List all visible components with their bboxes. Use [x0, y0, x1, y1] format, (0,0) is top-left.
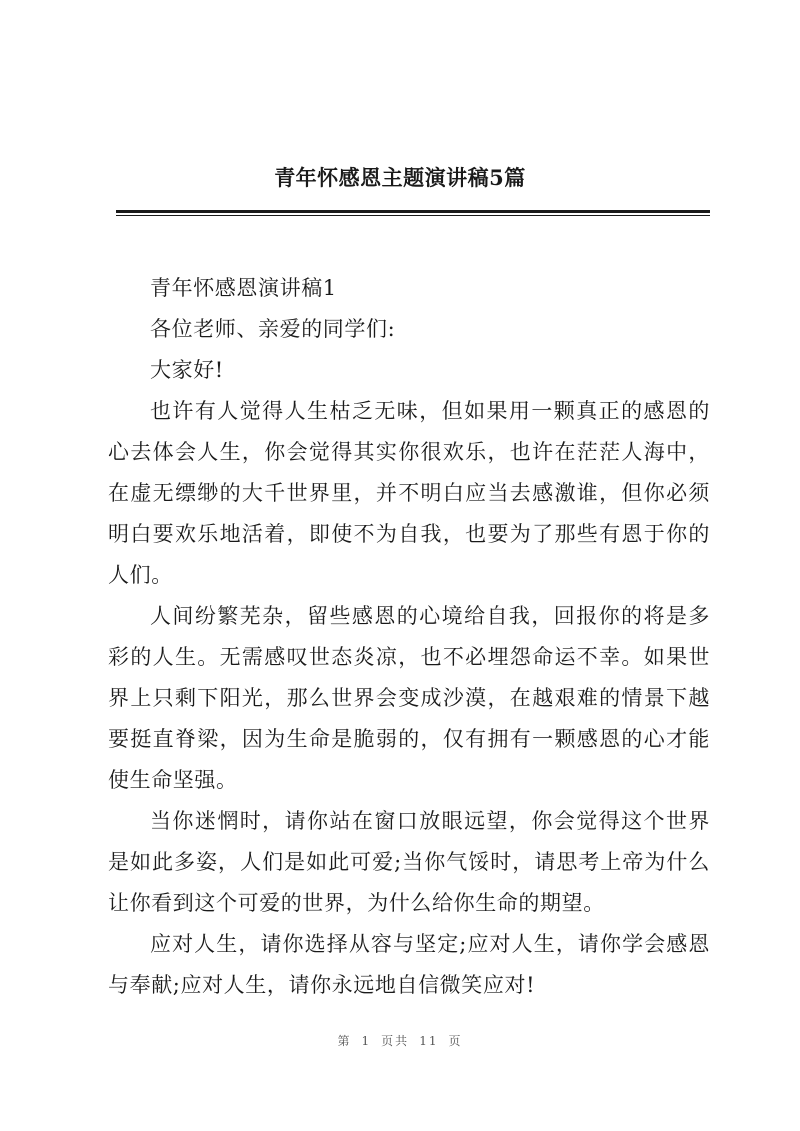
- document-body: [108, 268, 710, 1006]
- footer-page-number: 1: [361, 1034, 372, 1048]
- greeting: 大家好!: [150, 358, 224, 382]
- paragraph: 人间纷繁芜杂，留些感恩的心境给自我，回报你的将是多彩的人生。无需感叹世态炎凉，也不必埋怨命运不幸。如果世界上只剩下阳光，那么世界会变成沙漠，在越艰难的情景下越要挺直脊梁，因为生命是脆弱的，仅有拥有一颗感恩的心才能使生命坚强。: [108, 604, 710, 792]
- paragraph: 当你迷惘时，请你站在窗口放眼远望，你会觉得这个世界是如此多姿，人们是如此可爱;当你气馁时，请思考上帝为什么让你看到这个可爱的世界，为什么给你生命的期望。: [108, 809, 710, 915]
- paragraph: 也许有人觉得人生枯乏无味，但如果用一颗真正的感恩的心去体会人生，你会觉得其实你很欢乐，也许在茫茫人海中，在虚无缥缈的大千世界里，并不明白应当去感激谁，但你必须明白要欢乐地活着，即使不为自我，也要为了那些有恩于你的人们。: [108, 399, 710, 587]
- document-title: 青年怀感恩主题演讲稿5篇: [274, 165, 526, 190]
- page-footer: [0, 1031, 800, 1051]
- footer-prefix: 第: [337, 1034, 352, 1048]
- section-heading: 青年怀感恩演讲稿1: [150, 276, 337, 300]
- title-underline-thick: [116, 210, 710, 213]
- salutation: 各位老师、亲爱的同学们:: [150, 317, 396, 341]
- paragraph: 应对人生，请你选择从容与坚定;应对人生，请你学会感恩与奉献;应对人生，请你永远地自信微笑应对!: [108, 932, 710, 997]
- footer-middle: 页共: [381, 1034, 410, 1048]
- footer-total-pages: 11: [419, 1034, 439, 1048]
- title-underline-thin: [116, 215, 710, 216]
- footer-suffix: 页: [448, 1034, 463, 1048]
